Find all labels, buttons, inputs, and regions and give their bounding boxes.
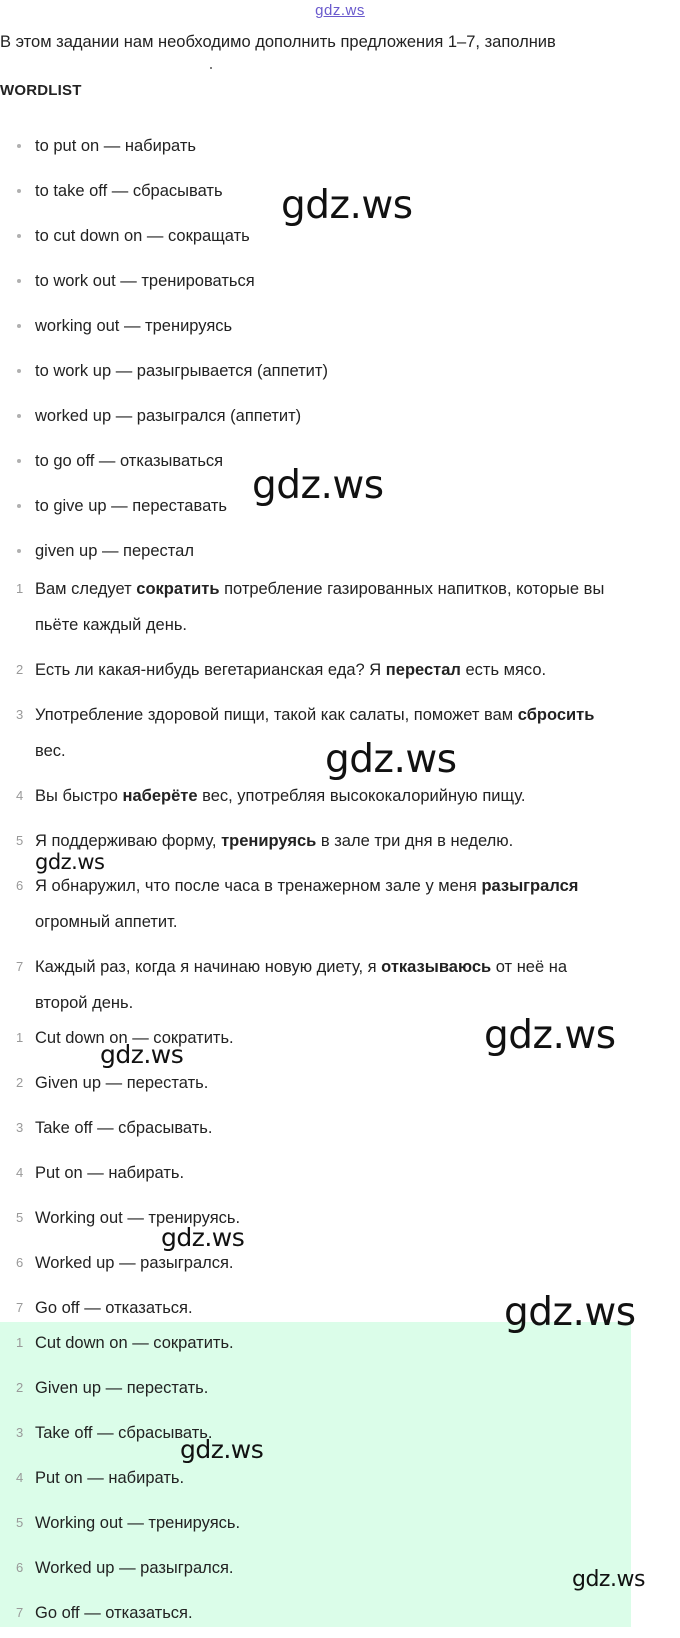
bullet-dot-icon: [17, 144, 21, 148]
list-item: [0, 356, 680, 392]
list-item: [0, 266, 680, 302]
wordlist-item-text: to work up — разыгрывается (аппетит): [35, 362, 328, 380]
watermark: gdz.ws: [504, 1290, 636, 1335]
answer-text: Put on — набирать.: [35, 1469, 185, 1487]
bullet-dot-icon: [17, 369, 21, 373]
answer-text: Take off — сбрасывать.: [35, 1119, 213, 1137]
wordlist-item-text: to work out — тренироваться: [35, 272, 255, 290]
item-number: 1: [16, 1030, 24, 1045]
answer-item: [0, 1207, 680, 1243]
intro-text: В этом задании нам необходимо дополнить предложения 1–7, заполнив: [0, 33, 556, 51]
item-number: 6: [16, 878, 24, 893]
answer-text: Given up — перестать.: [35, 1379, 209, 1397]
item-number: 2: [16, 1380, 24, 1395]
item-number: 7: [16, 1605, 24, 1620]
wordlist-item-text: working out — тренируясь: [35, 317, 233, 335]
list-item: [0, 131, 680, 167]
answer-text: Go off — отказаться.: [35, 1299, 193, 1317]
sentence-line: Я обнаружил, что после часа в тренажерном зале у меня разыгрался: [35, 877, 579, 895]
item-number: 4: [16, 1470, 24, 1485]
watermark: gdz.ws: [180, 1435, 264, 1464]
watermark: gdz.ws: [161, 1223, 245, 1252]
answer-item: [0, 1162, 680, 1198]
answer-item: [0, 1117, 680, 1153]
answer-text: Working out — тренируясь.: [35, 1514, 241, 1532]
item-number: 1: [16, 1335, 24, 1350]
bullet-dot-icon: [17, 504, 21, 508]
item-number: 3: [16, 1425, 24, 1440]
sentence-line: Вам следует сократить потребление газированных напитков, которые вы: [35, 580, 605, 598]
sentence-line: Употребление здоровой пищи, такой как салаты, поможет вам сбросить: [35, 706, 595, 724]
item-number: 4: [16, 1165, 24, 1180]
item-number: 7: [16, 959, 24, 974]
answer-text: Cut down on — сократить.: [35, 1029, 234, 1047]
watermark: gdz.ws: [252, 463, 384, 508]
wordlist-item-text: to go off — отказываться: [35, 452, 224, 470]
wordlist-item-text: to take off — сбрасывать: [35, 182, 223, 200]
sentence-line: Есть ли какая-нибудь вегетарианская еда? Я перестал есть мясо.: [35, 661, 547, 679]
site-header-link[interactable]: gdz.ws: [315, 2, 365, 19]
answer-item: [0, 1072, 680, 1108]
wordlist-item-text: worked up — разыгрался (аппетит): [35, 407, 302, 425]
item-number: 5: [16, 1515, 24, 1530]
list-item: [0, 311, 680, 347]
watermark: gdz.ws: [325, 737, 457, 782]
bullet-dot-icon: [17, 189, 21, 193]
answer-text: Given up — перестать.: [35, 1074, 209, 1092]
sentence-line: Вы быстро наберёте вес, употребляя высококалорийную пищу.: [35, 787, 526, 805]
sentence-line: второй день.: [35, 994, 134, 1012]
item-number: 1: [16, 581, 24, 596]
stray-dot: [210, 67, 212, 69]
wordlist-item-text: to cut down on — сокращать: [35, 227, 250, 245]
answer-item: [0, 1602, 680, 1638]
sentence-continuation: [0, 911, 680, 947]
wordlist-item-text: to put on — набирать: [35, 137, 196, 155]
answer-text: Cut down on — сократить.: [35, 1334, 234, 1352]
bullet-dot-icon: [17, 414, 21, 418]
bullet-dot-icon: [17, 324, 21, 328]
answer-text: Take off — сбрасывать.: [35, 1424, 213, 1442]
sentence-continuation: [0, 614, 680, 650]
answer-item: [0, 1252, 680, 1288]
bullet-dot-icon: [17, 234, 21, 238]
sentence-item: [0, 785, 680, 821]
answer-item: [0, 1377, 680, 1413]
sentence-item: [0, 659, 680, 695]
wordlist-heading: WORDLIST: [0, 82, 82, 99]
item-number: 6: [16, 1255, 24, 1270]
watermark: gdz.ws: [572, 1567, 645, 1592]
answer-text: Put on — набирать.: [35, 1164, 185, 1182]
item-number: 4: [16, 788, 24, 803]
answer-text: Go off — отказаться.: [35, 1604, 193, 1622]
sentence-item: [0, 704, 680, 740]
watermark: gdz.ws: [484, 1013, 616, 1058]
bullet-dot-icon: [17, 549, 21, 553]
sentence-line: вес.: [35, 742, 66, 760]
wordlist-item-text: given up — перестал: [35, 542, 194, 560]
item-number: 2: [16, 1075, 24, 1090]
wordlist-item-text: to give up — переставать: [35, 497, 228, 515]
item-number: 2: [16, 662, 24, 677]
item-number: 6: [16, 1560, 24, 1575]
watermark: gdz.ws: [281, 183, 413, 228]
list-item: [0, 401, 680, 437]
sentence-line: огромный аппетит.: [35, 913, 178, 931]
answer-item: [0, 1332, 680, 1368]
item-number: 5: [16, 1210, 24, 1225]
answer-item: [0, 1422, 680, 1458]
watermark: gdz.ws: [35, 850, 105, 874]
bullet-dot-icon: [17, 279, 21, 283]
sentence-line: Каждый раз, когда я начинаю новую диету, я отказываюсь от неё на: [35, 958, 568, 976]
answer-item: [0, 1512, 680, 1548]
item-number: 3: [16, 1120, 24, 1135]
item-number: 7: [16, 1300, 24, 1315]
list-item: [0, 536, 680, 572]
item-number: 5: [16, 833, 24, 848]
item-number: 3: [16, 707, 24, 722]
answer-text: Worked up — разыгрался.: [35, 1254, 234, 1272]
answer-item: [0, 1467, 680, 1503]
sentence-line: Я поддерживаю форму, тренируясь в зале три дня в неделю.: [35, 832, 514, 850]
bullet-dot-icon: [17, 459, 21, 463]
watermark: gdz.ws: [100, 1040, 184, 1069]
answer-text: Worked up — разыгрался.: [35, 1559, 234, 1577]
sentence-line: пьёте каждый день.: [35, 616, 188, 634]
answer-text: Working out — тренируясь.: [35, 1209, 241, 1227]
